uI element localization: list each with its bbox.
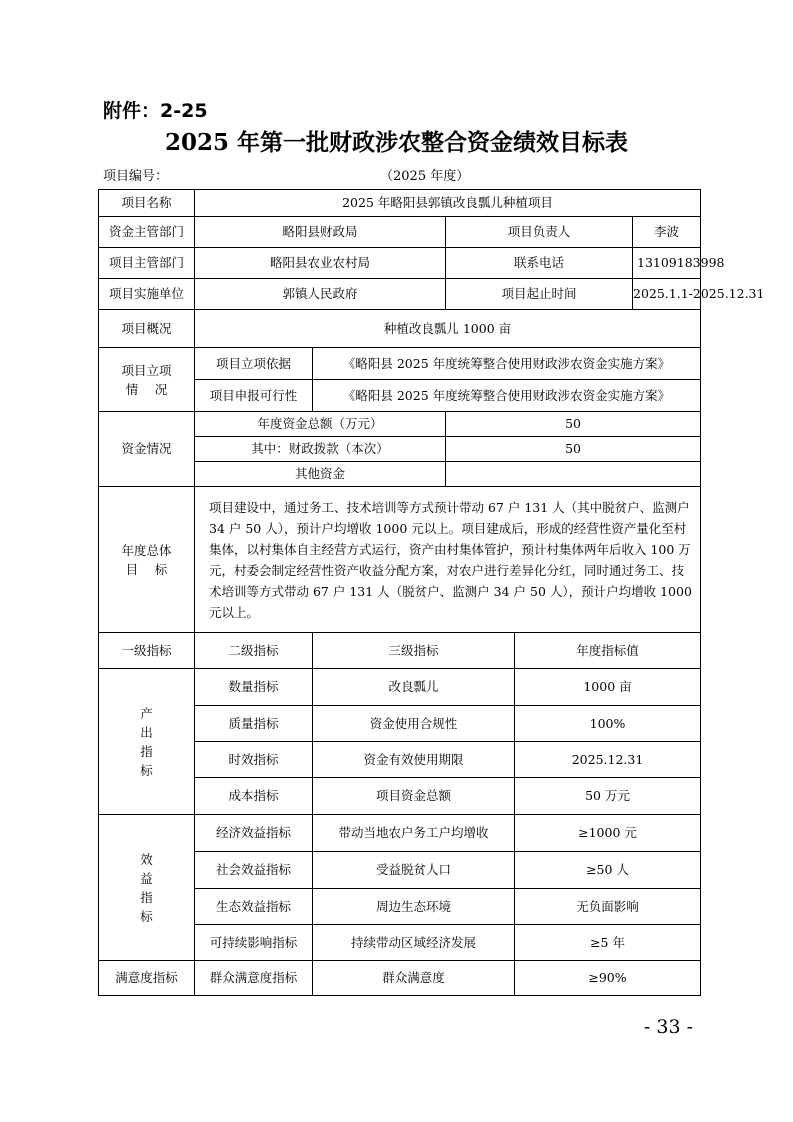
attachment-label: 附件：2-25 bbox=[103, 100, 208, 122]
output-label-char: 指 bbox=[140, 743, 153, 759]
project-dept-label: 项目主管部门 bbox=[99, 248, 195, 279]
table-row bbox=[99, 961, 701, 996]
leader-label: 项目负责人 bbox=[446, 217, 633, 248]
period-label: 项目起止时间 bbox=[446, 279, 633, 310]
level3-cell: 周边生态环境 bbox=[313, 889, 515, 925]
performance-table bbox=[98, 189, 765, 996]
funds-other-label: 其他资金 bbox=[195, 462, 446, 487]
overview-value: 种植改良瓢儿 1000 亩 bbox=[195, 310, 701, 348]
overview-label: 项目概况 bbox=[99, 310, 195, 348]
level3-cell: 改良瓢儿 bbox=[313, 669, 515, 706]
level2-cell: 数量指标 bbox=[195, 669, 313, 706]
level2-cell: 群众满意度指标 bbox=[195, 961, 313, 996]
period-value: 2025.1.1-2025.12.31 bbox=[633, 279, 701, 310]
funds-other-value bbox=[446, 462, 701, 487]
impl-unit-value: 郭镇人民政府 bbox=[195, 279, 446, 310]
funds-label: 资金情况 bbox=[99, 412, 195, 487]
output-label-char: 标 bbox=[140, 762, 153, 778]
indicator-value-header: 年度指标值 bbox=[515, 633, 701, 669]
goal-label-line2: 目 标 bbox=[125, 561, 168, 577]
funds-fiscal-value: 50 bbox=[446, 437, 701, 462]
table-row bbox=[99, 669, 701, 706]
level3-cell: 受益脱贫人口 bbox=[313, 852, 515, 889]
funding-dept-value: 略阳县财政局 bbox=[195, 217, 446, 248]
approval-basis-label: 项目立项依据 bbox=[195, 348, 313, 380]
value-cell: ≥5 年 bbox=[515, 925, 701, 961]
benefit-label bbox=[99, 815, 195, 961]
level2-cell: 质量指标 bbox=[195, 706, 313, 742]
goal-label bbox=[99, 487, 195, 633]
level2-cell: 经济效益指标 bbox=[195, 815, 313, 852]
value-cell: 50 万元 bbox=[515, 778, 701, 815]
level2-cell: 社会效益指标 bbox=[195, 852, 313, 889]
indicator-level2-header: 二级指标 bbox=[195, 633, 313, 669]
indicator-level3-header: 三级指标 bbox=[313, 633, 515, 669]
funds-total-label: 年度资金总额（万元） bbox=[195, 412, 446, 437]
funds-fiscal-label: 其中：财政拨款（本次） bbox=[195, 437, 446, 462]
phone-value: 13109183998 bbox=[633, 248, 701, 279]
value-cell: ≥1000 元 bbox=[515, 815, 701, 852]
value-cell: 2025.12.31 bbox=[515, 742, 701, 778]
phone-label: 联系电话 bbox=[446, 248, 633, 279]
impl-unit-label: 项目实施单位 bbox=[99, 279, 195, 310]
level2-cell: 生态效益指标 bbox=[195, 889, 313, 925]
approval-label-line2: 情 况 bbox=[125, 381, 168, 397]
page-number: - 33 - bbox=[643, 1016, 693, 1038]
project-dept-value: 略阳县农业农村局 bbox=[195, 248, 446, 279]
value-cell: 1000 亩 bbox=[515, 669, 701, 706]
level3-cell: 带动当地农户务工户均增收 bbox=[313, 815, 515, 852]
project-name-value: 2025 年略阳县郭镇改良瓢儿种植项目 bbox=[195, 190, 701, 217]
approval-basis-value: 《略阳县 2025 年度统筹整合使用财政涉农资金实施方案》 bbox=[313, 348, 701, 380]
output-label bbox=[99, 669, 195, 815]
satisfaction-level1: 满意度指标 bbox=[99, 961, 195, 996]
table-row bbox=[99, 815, 701, 852]
level2-cell: 时效指标 bbox=[195, 742, 313, 778]
level2-cell: 成本指标 bbox=[195, 778, 313, 815]
level3-cell: 资金有效使用期限 bbox=[313, 742, 515, 778]
goal-text: 项目建设中，通过务工、技术培训等方式预计带动 67 户 131 人（其中脱贫户、监测户 34 户 50 人），预计户均增收 1000 元以上。项目建成后，形成的经营性资产量化至村集体，以村集体自主经营方式运行，资产由村集体管护，预计村集体两年后收入 100 万元，村委会制定经营性资产收益分配方案，对农户进行差异化分红，同时通过务工、技术培训等方式带动 67 户 131 人（脱贫户、监测户 34 户 50 人），预计户均增收 1000 元以上。 bbox=[195, 487, 701, 633]
feasibility-value: 《略阳县 2025 年度统筹整合使用财政涉农资金实施方案》 bbox=[313, 380, 701, 412]
level3-cell: 群众满意度 bbox=[313, 961, 515, 996]
funding-dept-label: 资金主管部门 bbox=[99, 217, 195, 248]
level2-cell: 可持续影响指标 bbox=[195, 925, 313, 961]
approval-label bbox=[99, 348, 195, 412]
project-code-label: 项目编号： bbox=[103, 169, 169, 184]
indicator-level1-header: 一级指标 bbox=[99, 633, 195, 669]
benefit-label-char: 指 bbox=[140, 889, 153, 905]
year-label: （2025 年度） bbox=[380, 169, 470, 184]
project-name-label: 项目名称 bbox=[99, 190, 195, 217]
level3-cell: 资金使用合规性 bbox=[313, 706, 515, 742]
feasibility-label: 项目申报可行性 bbox=[195, 380, 313, 412]
value-cell: 100% bbox=[515, 706, 701, 742]
output-label-char: 出 bbox=[140, 724, 153, 740]
value-cell: ≥90% bbox=[515, 961, 701, 996]
level3-cell: 项目资金总额 bbox=[313, 778, 515, 815]
funds-total-value: 50 bbox=[446, 412, 701, 437]
output-label-char: 产 bbox=[140, 705, 153, 721]
benefit-label-char: 益 bbox=[140, 870, 153, 886]
level3-cell: 持续带动区域经济发展 bbox=[313, 925, 515, 961]
benefit-label-char: 标 bbox=[140, 908, 153, 924]
goal-label-line1: 年度总体 bbox=[121, 542, 172, 558]
benefit-label-char: 效 bbox=[140, 851, 153, 867]
leader-value: 李波 bbox=[633, 217, 701, 248]
page-title: 2025 年第一批财政涉农整合资金绩效目标表 bbox=[164, 129, 629, 156]
value-cell: ≥50 人 bbox=[515, 852, 701, 889]
approval-label-line1: 项目立项 bbox=[121, 362, 172, 378]
value-cell: 无负面影响 bbox=[515, 889, 701, 925]
